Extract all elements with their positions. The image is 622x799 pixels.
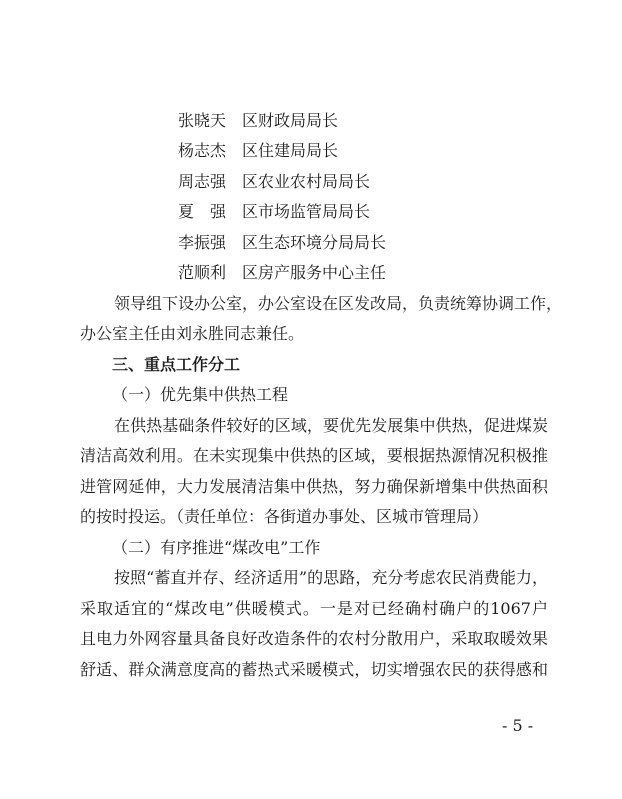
paragraph-line: 舒适、群众满意度高的蓄热式采暖模式，切实增强农民的获得感和 xyxy=(80,660,548,679)
member-name: 张晓天 xyxy=(178,111,227,130)
page-number: - 5 - xyxy=(502,716,534,735)
office-paragraph-line: 办公室主任由刘永胜同志兼任。 xyxy=(80,324,305,343)
member-row xyxy=(178,111,338,131)
paragraph-line: 按照“蓄直并存、经济适用”的思路，充分考虑农民消费能力， xyxy=(114,568,548,587)
member-title: 区财政局局长 xyxy=(242,111,339,130)
member-name: 李振强 xyxy=(178,233,227,252)
subsection-heading: （一）优先集中供热工程 xyxy=(112,385,289,404)
member-row xyxy=(178,141,338,161)
paragraph-line: 进管网延伸，大力发展清洁集中供热，努力确保新增集中供热面积 xyxy=(80,477,548,496)
office-paragraph-line: 领导组下设办公室，办公室设在区发改局，负责统筹协调工作， xyxy=(114,294,563,313)
paragraph-line: 清洁高效利用。在未实现集中供热的区域，要根据热源情况积极推 xyxy=(80,446,548,465)
member-name: 夏 强 xyxy=(178,202,227,221)
member-title: 区生态环境分局局长 xyxy=(242,233,387,252)
subsection-heading: （二）有序推进“煤改电”工作 xyxy=(112,538,321,557)
member-name: 范顺利 xyxy=(178,263,227,282)
member-title: 区房产服务中心主任 xyxy=(242,263,387,282)
member-row xyxy=(178,172,370,192)
paragraph-line: 且电力外网容量具备良好改造条件的农村分散用户，采取取暖效果 xyxy=(80,629,548,648)
member-row xyxy=(178,233,386,253)
section-heading: 三、重点工作分工 xyxy=(112,355,241,374)
member-row xyxy=(178,202,370,222)
paragraph-line: 采取适宜的“煤改电”供暖模式。一是对已经确村确户的1067户 xyxy=(80,599,548,618)
member-title: 区农业农村局局长 xyxy=(242,172,371,191)
member-name: 杨志杰 xyxy=(178,141,227,160)
member-title: 区住建局局长 xyxy=(242,141,339,160)
paragraph-line: 在供热基础条件较好的区域，要优先发展集中供热，促进煤炭 xyxy=(114,416,548,435)
paragraph-line: 的按时投运。（责任单位：各街道办事处、区城市管理局） xyxy=(80,507,489,526)
member-title: 区市场监管局局长 xyxy=(242,202,371,221)
member-row xyxy=(178,263,386,283)
member-name: 周志强 xyxy=(178,172,227,191)
